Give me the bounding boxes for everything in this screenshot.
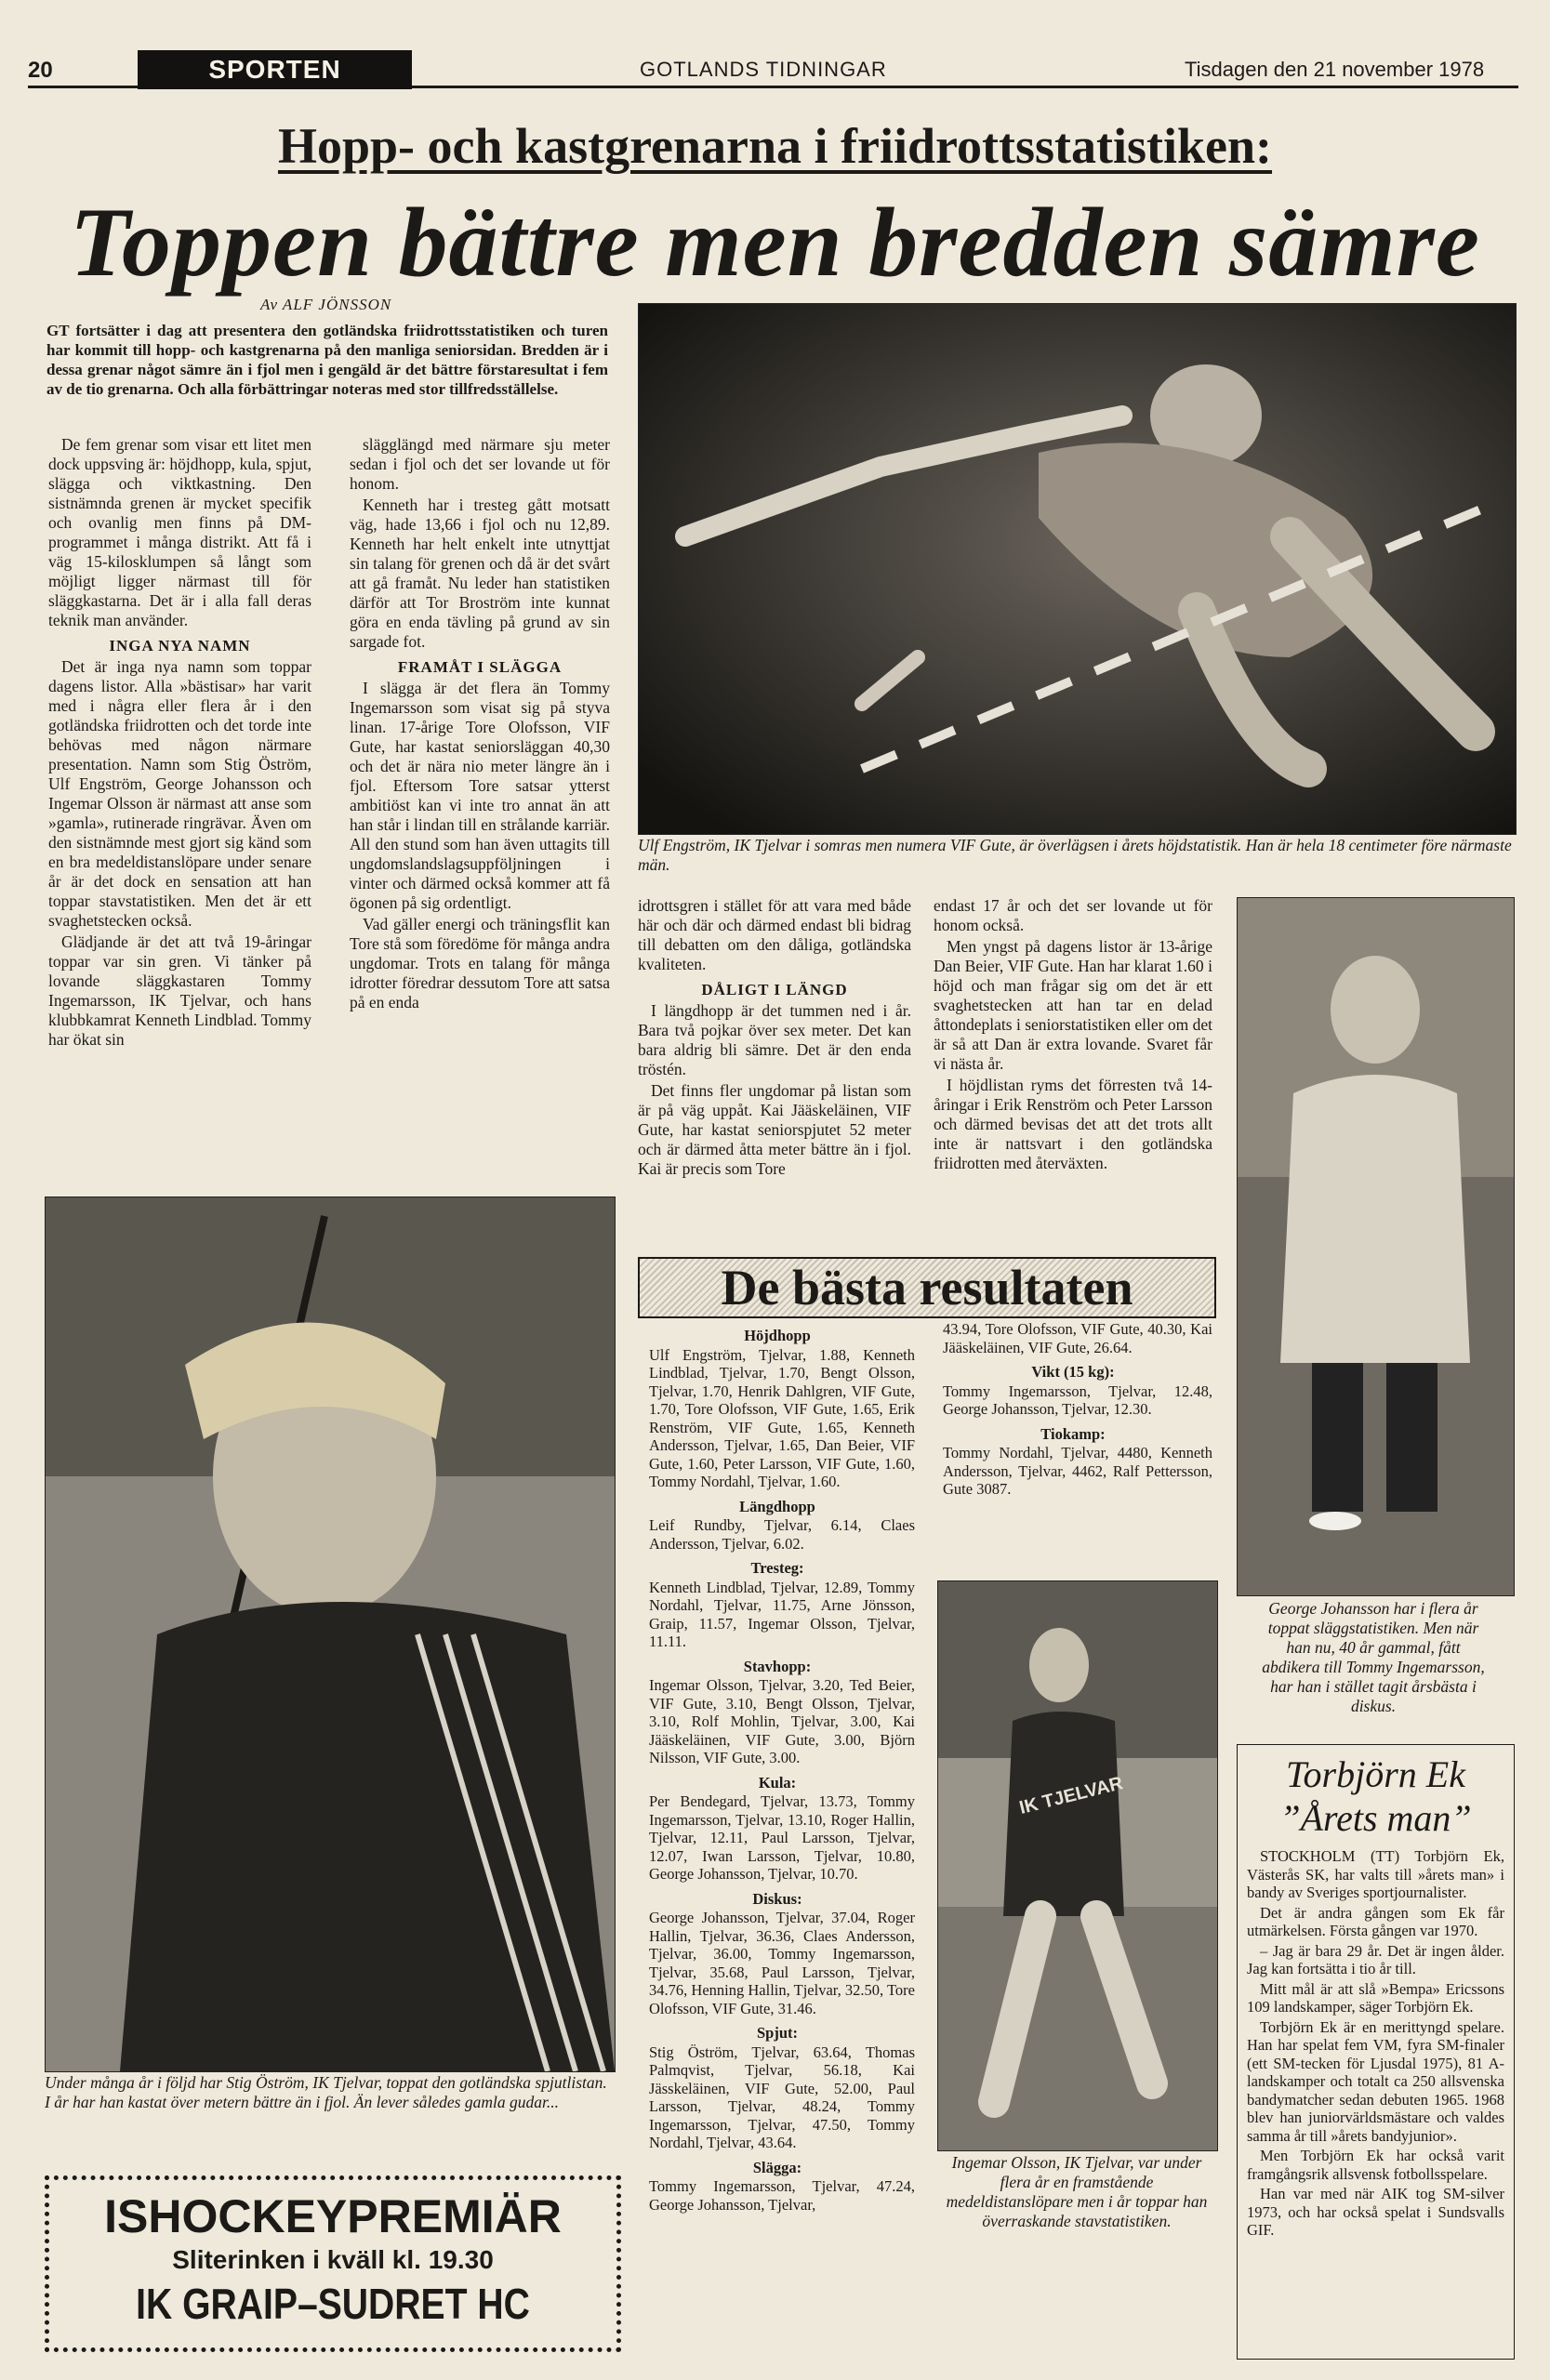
result-heading: Kula: xyxy=(758,1773,797,1792)
paragraph: Han var med när AIK tog SM-silver 1973, och har också spelat i Sundsvalls GIF. xyxy=(1247,2185,1504,2239)
sidebar-body xyxy=(1238,1840,1514,2240)
result-entries: 43.94, Tore Olofsson, VIF Gute, 40.30, Kai Jääskeläinen, VIF Gute, 26.64. xyxy=(943,1320,1212,1356)
high-jump-photo xyxy=(638,303,1517,835)
sidebar-box xyxy=(1237,1744,1515,2360)
result-heading: Diskus: xyxy=(752,1889,802,1908)
paragraph: Glädjande är det att två 19-åringar toppar var sin gren. Vi tänker på lovande släggkastaren Tommy Ingemarsson, IK Tjelvar, och hans klubbkamrat Kenneth Lindblad. Tommy har ökat sin xyxy=(48,932,311,1049)
paragraph: – Jag är bara 29 år. Det är ingen ålder. Jag kan fortsätta i tio år till. xyxy=(1247,1941,1504,1977)
result-entries: Kenneth Lindblad, Tjelvar, 12.89, Tommy Nordahl, Tjelvar, 11.75, Arne Jönsson, Graip, 11.57, Ingemar Olsson, Tjelvar, 11.11. xyxy=(649,1578,915,1650)
paragraph: I höjdlistan ryms det förresten två 14-åringar i Erik Renström och Peter Larsson och därmed bevisas det att det trots allt inte är nattsvart i den gotländska friidrotten med återväxten. xyxy=(934,1076,1212,1172)
paragraph: idrottsgren i stället för att vara med både här och där och därmed endast bli bidrag till debatten om den dåliga, gotländska kvaliteten. xyxy=(638,896,911,973)
result-heading: Slägga: xyxy=(752,2158,802,2176)
paragraph: endast 17 år och det ser lovande ut för honom också. xyxy=(934,896,1212,934)
result-entries: Stig Öström, Tjelvar, 63.64, Thomas Palmqvist, Tjelvar, 56.18, Kai Jässkeläinen, VIF Gute, 52.00, Paul Larsson, Tjelvar, 48.24, Tommy Ingemarsson, Tjelvar, 47.50, Tommy Nordahl, Tjelvar, 43.64. xyxy=(649,2043,915,2151)
result-heading: Tiokamp: xyxy=(1040,1424,1106,1443)
ad-time: Sliterinken i kväll kl. 19.30 xyxy=(172,2245,494,2274)
ad-match: IK GRAIP–SUDRET HC xyxy=(136,2280,530,2328)
subheading: DÅLIGT I LÄNGD xyxy=(701,981,848,998)
javelin-illustration xyxy=(46,1197,615,2071)
headline-title: Toppen bättre men bredden sämre xyxy=(70,188,1480,297)
paragraph: Vad gäller energi och träningsflit kan Tore stå som föredöme för många andra ungdomar. Trots en talang för många idrotter föredrar dessutom Tore att satsa på en enda xyxy=(350,915,610,1012)
result-entries: Ingemar Olsson, Tjelvar, 3.20, Ted Beier, VIF Gute, 3.10, Bengt Olsson, Tjelvar, 3.10, Rolf Mohlin, Tjelvar, 3.00, Kai Jääskeläinen, VIF Gute, 3.00, Björn Nilsson, VIF Gute, 3.00. xyxy=(649,1676,915,1766)
newspaper-name: GOTLANDS TIDNINGAR xyxy=(640,58,887,81)
paragraph: STOCKHOLM (TT) Torbjörn Ek, Västerås SK, har valts till »årets man» i bandy av Sveriges sportjournalister. xyxy=(1247,1847,1504,1901)
article-column-1 xyxy=(48,435,311,1051)
result-heading: Spjut: xyxy=(756,2024,798,2042)
high-jump-illustration xyxy=(639,304,1516,834)
headline-kicker: Hopp- och kastgrenarna i friidrottsstatistiken: xyxy=(277,118,1273,174)
result-entries: Leif Rundby, Tjelvar, 6.14, Claes Andersson, Tjelvar, 6.02. xyxy=(649,1516,915,1553)
paragraph: Det finns fler ungdomar på listan som är på väg uppåt. Kai Jääskeläinen, VIF Gute, har kastat seniorspjutet 52 meter och är därmed åtta meter bättre än i fjol. Kai är precis som Tore xyxy=(638,1081,911,1178)
result-entries: Tommy Ingemarsson, Tjelvar, 12.48, George Johansson, Tjelvar, 12.30. xyxy=(943,1382,1212,1418)
ingemar-caption: Ingemar Olsson, IK Tjelvar, var under flera år en framstående medeldistanslöpare men i år toppar han överraskande stavstatistiken. xyxy=(946,2153,1208,2230)
article-column-4 xyxy=(934,896,1212,1175)
section-label xyxy=(138,50,412,89)
paragraph: I slägga är det flera än Tommy Ingemarsson som visat sig på styva linan. 17-årige Tore Olofsson, VIF Gute, har kastat seniorsläggan 40,30 och det är nära nio meter längre än i fjol. Eftersom Tore satsar ytterst ambitiöst kan vi inte tro annat än att han står i lindan till en strålande karriär. All den stund som han även uttagits till ungdomslandslagsuppföljningen i vinter och därmed också kommer att få ögonen på sig ordentligt. xyxy=(350,679,610,912)
paragraph: Men Torbjörn Ek har också varit framgångsrik allsvensk fotbollsspelare. xyxy=(1247,2147,1504,2183)
issue-date: Tisdagen den 21 november 1978 xyxy=(1185,58,1485,81)
result-entries: Tommy Nordahl, Tjelvar, 4480, Kenneth Andersson, Tjelvar, 4462, Ralf Pettersson, Gute 3087. xyxy=(943,1444,1212,1498)
javelin-photo xyxy=(45,1197,616,2072)
sidebar-title-2: ”Årets man” xyxy=(1279,1797,1472,1839)
result-entries: Tommy Ingemarsson, Tjelvar, 47.24, George Johansson, Tjelvar, xyxy=(649,2177,915,2214)
results-right-column xyxy=(934,1320,1212,1499)
lede: GT fortsätter i dag att presentera den gotländska friidrottsstatistiken och turen har kommit till hopp- och kastgrenarna på den manliga seniorsidan. Bredden är i dessa grenar något sämre än i fjol men i gengäld är det bättre förstaresultat i fem av de tio grenarna. Och alla förbättringar noteras med stor tillfredsställelse. xyxy=(46,322,608,398)
result-heading: Stavhopp: xyxy=(743,1657,812,1675)
george-caption: George Johansson har i flera år toppat släggstatistiken. Men när han nu, 40 år gammal, fått abdikera till Tommy Ingemarsson, har han i stället tagit årsbästa i diskus. xyxy=(1262,1599,1485,1715)
sidebar-title-1: Torbjörn Ek xyxy=(1285,1753,1465,1795)
result-heading: Vikt (15 kg): xyxy=(1031,1363,1115,1381)
george-illustration xyxy=(1238,898,1514,1595)
ingemar-olsson-photo xyxy=(937,1580,1218,2151)
result-heading: Tresteg: xyxy=(750,1559,804,1577)
result-entries: Ulf Engström, Tjelvar, 1.88, Kenneth Lindblad, Tjelvar, 1.70, Bengt Olsson, Tjelvar, 1.70, Henrik Dahlgren, VIF Gute, 1.70, Tore Olofsson, VIF Gute, 1.65, Erik Renström, VIF Gute, 1.65, Kenneth Andersson, Tjelvar, 1.65, Dan Beier, VIF Gute, 1.60, Peter Larsson, VIF Gute, 1.60, Tommy Nordahl, Tjelvar, 1.60. xyxy=(649,1345,915,1490)
runner-shirt-text: IK TJELVAR xyxy=(1017,1773,1125,1819)
results-left-column xyxy=(640,1320,915,2214)
paragraph: Torbjörn Ek är en merittyngd spelare. Han har spelat fem VM, fyra SM-finaler (ett SM-tecken för Ljusdal 1975), 81 A-landskamper och totalt ca 250 allsvenska bandymatcher sedan debuten 1965. 1968 blev han juniorvärldsmästare och valdes samma år till »årets bandyjunior». xyxy=(1247,2017,1504,2145)
result-heading: Höjdhopp xyxy=(744,1327,811,1344)
ingemar-illustration xyxy=(938,1581,1217,2150)
paragraph: De fem grenar som visar ett litet men dock uppsving är: höjdhopp, kula, spjut, slägga och viktkastning. Den sistnämnda grenen är mycket specifik och ovanlig men finns på DM-programmet i många distrikt. Att få i väg 15-kilosklumpen så långt som möjligt ligger närmast till för släggkastarna. Det är i alla fall deras teknik man använder. xyxy=(48,435,311,629)
results-title: De bästa resultaten xyxy=(721,1260,1133,1316)
subheading: INGA NYA NAMN xyxy=(109,637,251,654)
result-entries: Per Bendegard, Tjelvar, 13.73, Tommy Ingemarsson, Tjelvar, 13.10, Roger Hallin, Tjelvar, 12.11, Paul Larsson, Tjelvar, 12.07, Iwan Larsson, Tjelvar, 10.80, George Johansson, Tjelvar, 10.70. xyxy=(649,1792,915,1883)
result-entries: George Johansson, Tjelvar, 37.04, Roger Hallin, Tjelvar, 36.36, Claes Andersson, Tjelvar, 36.00, Tommy Ingemarsson, Tjelvar, 35.68, Paul Larsson, Tjelvar, 34.76, Henning Hallin, Tjelvar, 32.50, Tore Olofsson, VIF Gute, 31.46. xyxy=(649,1909,915,2017)
subheading: FRAMÅT I SLÄGGA xyxy=(397,658,563,676)
results-title-box xyxy=(638,1257,1216,1318)
ad-title: ISHOCKEYPREMIÄR xyxy=(104,2190,562,2242)
paragraph: Men yngst på dagens listor är 13-årige Dan Beier, VIF Gute. Han har klarat 1.60 i höjd och man frågar sig om det är ett svaghetstecken att han tar en delad åttondeplats i seniorstatistiken eller om det är så att Dan är extra lovande. Svaret får vi nästa år. xyxy=(934,937,1212,1073)
result-heading: Längdhopp xyxy=(739,1497,815,1515)
paragraph: Mitt mål är att slå »Bempa» Ericssons 109 landskamper, säger Torbjörn Ek. xyxy=(1247,1979,1504,2016)
hockey-ad xyxy=(45,2175,621,2352)
paragraph: Det är inga nya namn som toppar dagens listor. Alla »bästisar» har varit med i några eller flera år i den gotländska friidrotten och det torde inte behövas med någon närmare presentation. Namn som Stig Öström, Ulf Engström, George Johansson och Ingemar Olsson är närmast att anse som »gamla», rutinerade ringrävar. Även om den sistnämnde mest gjort sig känd som en bra medeldistanslöpare under senare år är det dock en sensation att han toppar stavstatistiken. Men det är ett svaghetstecken också. xyxy=(48,657,311,930)
javelin-caption: Under många år i följd har Stig Öström, IK Tjelvar, toppat den gotländska spjutlistan. I år har han kastat över metern bättre än i fjol. Än lever således gamla gudar... xyxy=(45,2073,607,2111)
high-jump-caption: Ulf Engström, IK Tjelvar i somras men numera VIF Gute, är överlägsen i årets höjdstatistik. Han är hela 18 centimeter före närmaste män. xyxy=(638,836,1512,874)
paragraph: Kenneth har i tresteg gått motsatt väg, hade 13,66 i fjol och nu 12,89. Kenneth har helt enkelt inte utnyttjat sin talang för grenen och då är det svårt att gå framåt. Nu leder han statistiken därför att Tor Broström inte kunnat göra en enda tävling på grund av sin sargade fot. xyxy=(350,496,610,651)
article-column-3 xyxy=(638,896,911,1181)
section-label-text: SPORTEN xyxy=(208,55,341,84)
page-number: 20 xyxy=(28,58,53,83)
article-column-2 xyxy=(350,435,610,1014)
paragraph: Det är andra gången som Ek får utmärkelsen. Första gången var 1970. xyxy=(1247,1903,1504,1939)
paragraph: I längdhopp är det tummen ned i år. Bara två pojkar över sex meter. Det kan bara aldrig bli sämre. Det är den enda tröstén. xyxy=(638,1001,911,1078)
george-johansson-photo xyxy=(1237,897,1515,1596)
byline: Av ALF JÖNSSON xyxy=(260,296,392,313)
paragraph: slägglängd med närmare sju meter sedan i fjol och det ser lovande ut för honom. xyxy=(350,435,610,493)
